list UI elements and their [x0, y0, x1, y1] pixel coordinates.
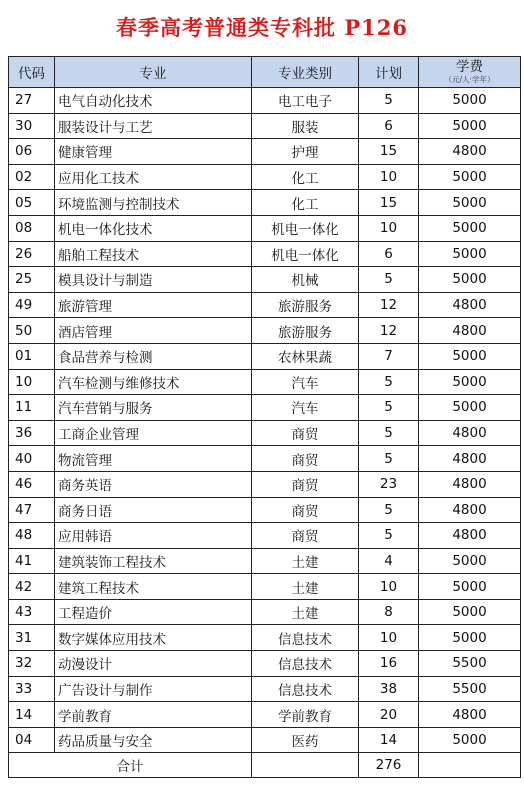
table-row: [9, 164, 521, 190]
category-cell: 商贸: [252, 471, 359, 497]
table-row: [9, 651, 521, 677]
plan-cell: 23: [359, 471, 419, 497]
plan-cell: 5: [359, 497, 419, 523]
category-cell: 护理: [252, 139, 359, 165]
major-cell: 商务英语: [55, 471, 252, 497]
plan-cell: 5: [359, 267, 419, 293]
code-cell: 31: [9, 625, 55, 651]
code-cell: 47: [9, 497, 55, 523]
plan-cell: 10: [359, 164, 419, 190]
table-row: [9, 548, 521, 574]
fee-cell: 4800: [419, 292, 521, 318]
page-title: 春季高考普通类专科批 P126: [116, 15, 408, 40]
table-row: [9, 420, 521, 446]
code-cell: 50: [9, 318, 55, 344]
plan-cell: 15: [359, 190, 419, 216]
fee-cell: 4800: [419, 523, 521, 549]
header-major: 专业: [55, 57, 252, 88]
code-cell: 27: [9, 88, 55, 114]
plan-cell: 12: [359, 292, 419, 318]
table-row: [9, 190, 521, 216]
major-cell: 汽车检测与维修技术: [55, 369, 252, 395]
category-cell: 汽车: [252, 369, 359, 395]
plan-cell: 10: [359, 625, 419, 651]
category-cell: 汽车: [252, 395, 359, 421]
fee-cell: 5000: [419, 267, 521, 293]
fee-cell: 4800: [419, 702, 521, 728]
category-cell: 机械: [252, 267, 359, 293]
major-cell: 动漫设计: [55, 651, 252, 677]
table-row: [9, 88, 521, 114]
major-cell: 旅游管理: [55, 292, 252, 318]
major-cell: 机电一体化技术: [55, 215, 252, 241]
fee-cell: 4800: [419, 420, 521, 446]
plan-cell: 38: [359, 676, 419, 702]
major-cell: 食品营养与检测: [55, 343, 252, 369]
plan-cell: 5: [359, 523, 419, 549]
code-cell: 36: [9, 420, 55, 446]
table-row: [9, 343, 521, 369]
category-cell: 旅游服务: [252, 292, 359, 318]
header-fee-unit: （元/人·学年）: [444, 75, 495, 84]
code-cell: 25: [9, 267, 55, 293]
plan-cell: 14: [359, 727, 419, 753]
fee-cell: 5000: [419, 113, 521, 139]
fee-cell: 4800: [419, 446, 521, 472]
category-cell: 土建: [252, 548, 359, 574]
fee-cell: 5000: [419, 727, 521, 753]
code-cell: 10: [9, 369, 55, 395]
category-cell: 医药: [252, 727, 359, 753]
fee-cell: 5000: [419, 88, 521, 114]
header-category: 专业类别: [252, 57, 359, 88]
code-cell: 11: [9, 395, 55, 421]
category-cell: 农林果蔬: [252, 343, 359, 369]
category-cell: 信息技术: [252, 676, 359, 702]
fee-cell: 5000: [419, 190, 521, 216]
header-fee-label: 学费: [456, 59, 483, 75]
major-cell: 数字媒体应用技术: [55, 625, 252, 651]
total-fee-empty-cell: [419, 753, 521, 778]
plan-cell: 6: [359, 241, 419, 267]
table-row: [9, 676, 521, 702]
category-cell: 土建: [252, 599, 359, 625]
fee-cell: 5500: [419, 676, 521, 702]
major-cell: 模具设计与制造: [55, 267, 252, 293]
category-cell: 商贸: [252, 497, 359, 523]
total-row: [9, 753, 521, 778]
code-cell: 08: [9, 215, 55, 241]
plan-cell: 4: [359, 548, 419, 574]
category-cell: 信息技术: [252, 651, 359, 677]
table-row: [9, 267, 521, 293]
category-cell: 商贸: [252, 420, 359, 446]
table-row: [9, 241, 521, 267]
category-cell: 化工: [252, 190, 359, 216]
table-row: [9, 139, 521, 165]
table-body: [9, 88, 521, 753]
table-row: [9, 395, 521, 421]
plan-cell: 5: [359, 88, 419, 114]
code-cell: 30: [9, 113, 55, 139]
category-cell: 土建: [252, 574, 359, 600]
plan-cell: 5: [359, 369, 419, 395]
major-cell: 服装设计与工艺: [55, 113, 252, 139]
major-cell: 环境监测与控制技术: [55, 190, 252, 216]
major-cell: 船舶工程技术: [55, 241, 252, 267]
fee-cell: 5000: [419, 548, 521, 574]
code-cell: 43: [9, 599, 55, 625]
header-fee: [419, 57, 521, 88]
code-cell: 04: [9, 727, 55, 753]
plan-cell: 20: [359, 702, 419, 728]
code-cell: 26: [9, 241, 55, 267]
code-cell: 48: [9, 523, 55, 549]
plan-cell: 10: [359, 574, 419, 600]
code-cell: 02: [9, 164, 55, 190]
table-row: [9, 497, 521, 523]
header-code: 代码: [9, 57, 55, 88]
table-row: [9, 574, 521, 600]
table-row: [9, 369, 521, 395]
major-cell: 应用韩语: [55, 523, 252, 549]
plan-cell: 5: [359, 395, 419, 421]
category-cell: 学前教育: [252, 702, 359, 728]
plan-cell: 8: [359, 599, 419, 625]
table-row: [9, 446, 521, 472]
plan-cell: 5: [359, 446, 419, 472]
major-cell: 广告设计与制作: [55, 676, 252, 702]
category-cell: 化工: [252, 164, 359, 190]
code-cell: 01: [9, 343, 55, 369]
major-cell: 酒店管理: [55, 318, 252, 344]
code-cell: 06: [9, 139, 55, 165]
code-cell: 42: [9, 574, 55, 600]
major-cell: 应用化工技术: [55, 164, 252, 190]
fee-cell: 5000: [419, 215, 521, 241]
table-row: [9, 523, 521, 549]
plan-cell: 16: [359, 651, 419, 677]
plan-cell: 5: [359, 420, 419, 446]
total-plan: 276: [359, 753, 419, 778]
major-cell: 建筑装饰工程技术: [55, 548, 252, 574]
fee-cell: 5000: [419, 241, 521, 267]
table-row: [9, 292, 521, 318]
category-cell: 旅游服务: [252, 318, 359, 344]
header-plan: 计划: [359, 57, 419, 88]
category-cell: 服装: [252, 113, 359, 139]
category-cell: 电工电子: [252, 88, 359, 114]
major-cell: 商务日语: [55, 497, 252, 523]
code-cell: 46: [9, 471, 55, 497]
category-cell: 机电一体化: [252, 241, 359, 267]
table-header-row: [9, 57, 521, 88]
fee-cell: 4800: [419, 471, 521, 497]
enrollment-table: [8, 56, 521, 778]
fee-cell: 5500: [419, 651, 521, 677]
code-cell: 40: [9, 446, 55, 472]
plan-cell: 6: [359, 113, 419, 139]
major-cell: 电气自动化技术: [55, 88, 252, 114]
table-row: [9, 113, 521, 139]
table-row: [9, 471, 521, 497]
major-cell: 物流管理: [55, 446, 252, 472]
fee-cell: 4800: [419, 318, 521, 344]
code-cell: 32: [9, 651, 55, 677]
table-row: [9, 727, 521, 753]
table-row: [9, 215, 521, 241]
fee-cell: 5000: [419, 369, 521, 395]
fee-cell: 5000: [419, 343, 521, 369]
code-cell: 49: [9, 292, 55, 318]
fee-cell: 5000: [419, 395, 521, 421]
category-cell: 商贸: [252, 523, 359, 549]
fee-cell: 4800: [419, 497, 521, 523]
fee-cell: 4800: [419, 139, 521, 165]
total-label: 合计: [9, 753, 252, 778]
major-cell: 工商企业管理: [55, 420, 252, 446]
fee-cell: 5000: [419, 164, 521, 190]
fee-cell: 5000: [419, 599, 521, 625]
major-cell: 健康管理: [55, 139, 252, 165]
table-row: [9, 702, 521, 728]
code-cell: 33: [9, 676, 55, 702]
major-cell: 工程造价: [55, 599, 252, 625]
code-cell: 41: [9, 548, 55, 574]
major-cell: 药品质量与安全: [55, 727, 252, 753]
plan-cell: 15: [359, 139, 419, 165]
category-cell: 商贸: [252, 446, 359, 472]
code-cell: 05: [9, 190, 55, 216]
category-cell: 信息技术: [252, 625, 359, 651]
total-empty-cell: [252, 753, 359, 778]
major-cell: 建筑工程技术: [55, 574, 252, 600]
table-row: [9, 599, 521, 625]
major-cell: 汽车营销与服务: [55, 395, 252, 421]
category-cell: 机电一体化: [252, 215, 359, 241]
table-row: [9, 318, 521, 344]
plan-cell: 10: [359, 215, 419, 241]
plan-cell: 7: [359, 343, 419, 369]
plan-cell: 12: [359, 318, 419, 344]
major-cell: 学前教育: [55, 702, 252, 728]
code-cell: 14: [9, 702, 55, 728]
table-row: [9, 625, 521, 651]
fee-cell: 5000: [419, 574, 521, 600]
fee-cell: 5000: [419, 625, 521, 651]
